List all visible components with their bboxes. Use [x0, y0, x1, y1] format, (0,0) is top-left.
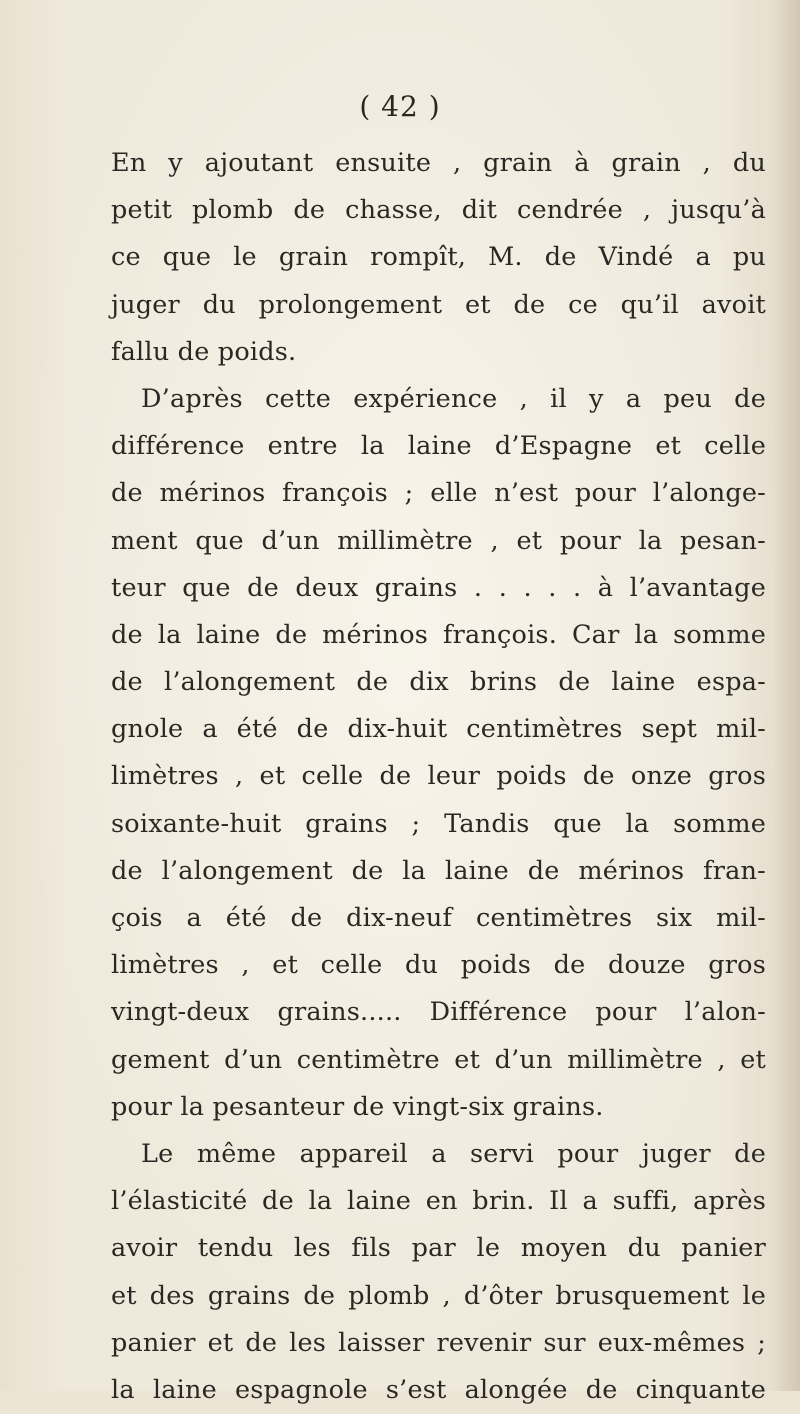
text-line: D’après cette expérience , il y a peu de — [141, 383, 766, 414]
text-line: fallu de poids. — [111, 336, 297, 367]
text-line: ce que le grain rompît, M. de Vindé a pu — [111, 242, 766, 273]
text-line: de la laine de mérinos françois. Car la somme — [111, 619, 766, 650]
text-line: Le même appareil a servi pour juger de — [141, 1138, 766, 1169]
text-line: vingt-deux grains..... Différence pour l’alon- — [111, 997, 766, 1028]
text-line: l’élasticité de la laine en brin. Il a suffi, après — [111, 1186, 766, 1217]
text-line: panier et de les laisser revenir sur eux-mêmes ; — [111, 1327, 766, 1358]
text-line: limètres , et celle du poids de douze gros — [111, 950, 766, 981]
text-line: la laine espagnole s’est alongée de cinquante — [111, 1374, 766, 1405]
body-text — [111, 140, 766, 1414]
text-line: et des grains de plomb , d’ôter brusquement le — [111, 1280, 766, 1311]
text-line: juger du prolongement et de ce qu’il avoit — [111, 289, 766, 320]
text-line: gnole a été de dix-huit centimètres sept mil- — [111, 714, 766, 745]
text-line: ment que d’un millimètre , et pour la pesan- — [111, 525, 766, 556]
text-line: teur que de deux grains . . . . . à l’avantage — [111, 572, 766, 603]
page-edge-shadow — [772, 0, 800, 1391]
text-line: petit plomb de chasse, dit cendrée , jusqu’à — [111, 195, 766, 226]
text-line: pour la pesanteur de vingt-six grains. — [111, 1091, 604, 1122]
text-line: avoir tendu les fils par le moyen du panier — [111, 1233, 766, 1264]
text-line: de l’alongement de la laine de mérinos fran- — [111, 855, 766, 886]
text-line: çois a été de dix-neuf centimètres six mil- — [111, 903, 766, 933]
text-line: de l’alongement de dix brins de laine espa- — [111, 667, 766, 698]
text-line: de mérinos françois ; elle n’est pour l’alonge- — [111, 478, 766, 509]
page-number: ( 42 ) — [359, 90, 441, 123]
text-line: soixante-huit grains ; Tandis que la somme — [111, 808, 766, 839]
text-line: limètres , et celle de leur poids de onze gros — [111, 761, 766, 792]
text-line: différence entre la laine d’Espagne et celle — [111, 431, 766, 462]
text-line: gement d’un centimètre et d’un millimètre , et — [111, 1044, 766, 1075]
text-line: En y ajoutant ensuite , grain à grain , du — [111, 148, 766, 178]
